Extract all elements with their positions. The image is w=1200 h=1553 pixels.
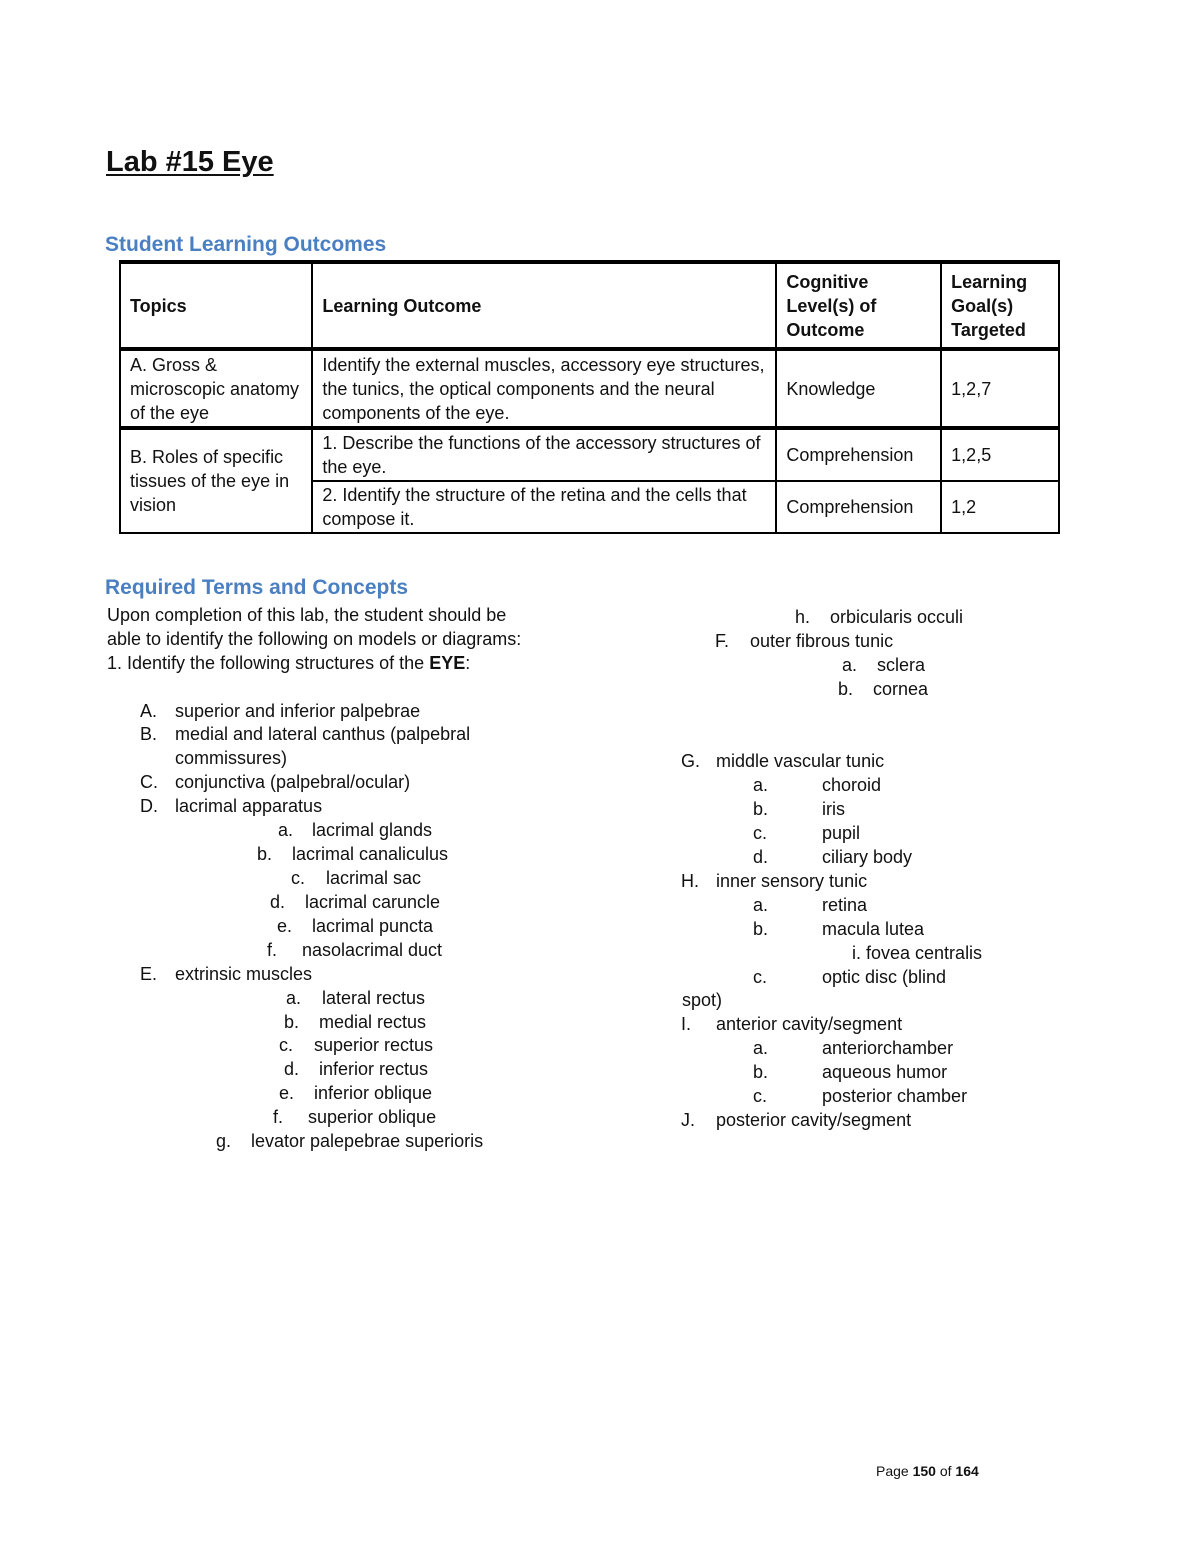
list-item — [277, 914, 433, 938]
intro-colon: : — [465, 653, 471, 673]
list-item — [852, 941, 982, 965]
list-text: levator palepebrae superioris — [251, 1131, 484, 1151]
list-text: conjunctiva (palpebral/ocular) — [175, 772, 411, 792]
list-item — [284, 1057, 428, 1081]
list-text: sclera — [877, 655, 926, 675]
list-text: middle vascular tunic — [716, 751, 885, 771]
list-text: iris — [822, 799, 845, 819]
list-text: aqueous humor — [822, 1062, 948, 1082]
page-title: Lab #15 Eye — [106, 146, 274, 178]
learning-outcomes-table — [119, 260, 1060, 534]
goals-cell: 1,2,5 — [941, 428, 1059, 481]
list-text: optic disc (blind — [822, 967, 947, 987]
list-text: inner sensory tunic — [716, 871, 868, 891]
list-text: pupil — [822, 823, 861, 843]
table-header-row — [120, 262, 1059, 349]
list-item — [682, 988, 722, 1012]
list-marker: a. — [842, 655, 858, 675]
list-text: superior and inferior palpebrae — [175, 701, 421, 721]
list-item — [267, 938, 442, 962]
list-item — [681, 869, 867, 893]
list-text: choroid — [822, 775, 882, 795]
list-item — [795, 605, 963, 629]
outcome-cell: Identify the external muscles, accessory eye structures, the tunics, the optical components and the neural components of the eye. — [312, 349, 776, 428]
list-text: anteriorchamber — [822, 1038, 954, 1058]
list-item — [753, 1036, 953, 1060]
list-marker: I. — [681, 1014, 692, 1034]
list-item — [284, 1010, 426, 1034]
list-item — [715, 629, 893, 653]
level-cell: Comprehension — [776, 481, 941, 533]
list-item — [681, 1108, 911, 1132]
intro-emphasis: EYE — [429, 653, 466, 673]
list-item — [753, 821, 860, 845]
list-marker: b. — [753, 1062, 769, 1082]
list-marker: b. — [284, 1012, 300, 1032]
list-text: spot) — [682, 990, 723, 1010]
list-text: lacrimal puncta — [312, 916, 434, 936]
list-marker: c. — [291, 868, 306, 888]
list-text: posterior cavity/segment — [716, 1110, 912, 1130]
intro-paragraph — [107, 603, 527, 675]
list-item — [140, 770, 410, 794]
list-item — [278, 818, 432, 842]
list-text: posterior chamber — [822, 1086, 968, 1106]
list-text: medial rectus — [319, 1012, 427, 1032]
list-text: superior oblique — [308, 1107, 437, 1127]
list-marker: a. — [753, 1038, 769, 1058]
footer-total-pages: 164 — [955, 1463, 979, 1479]
list-text: extrinsic muscles — [175, 964, 313, 984]
terms-heading: Required Terms and Concepts — [105, 576, 409, 599]
list-marker: F. — [715, 631, 730, 651]
list-item — [753, 773, 881, 797]
list-marker: C. — [140, 772, 158, 792]
list-item — [753, 1084, 967, 1108]
list-text: commissures) — [175, 748, 288, 768]
list-marker: g. — [216, 1131, 232, 1151]
list-item — [140, 962, 312, 986]
list-item — [279, 1033, 433, 1057]
list-marker: b. — [838, 679, 854, 699]
list-item — [753, 917, 924, 941]
list-text: outer fibrous tunic — [750, 631, 894, 651]
list-item — [681, 1012, 902, 1036]
list-marker: d. — [270, 892, 286, 912]
list-marker: h. — [795, 607, 811, 627]
list-text: orbicularis occuli — [830, 607, 964, 627]
list-item — [753, 845, 912, 869]
list-item — [842, 653, 925, 677]
list-item — [753, 797, 845, 821]
list-marker: c. — [753, 823, 768, 843]
list-marker: b. — [753, 919, 769, 939]
goals-cell: 1,2 — [941, 481, 1059, 533]
level-cell: Comprehension — [776, 428, 941, 481]
list-text: anterior cavity/segment — [716, 1014, 903, 1034]
list-marker: c. — [279, 1035, 294, 1055]
list-text: inferior rectus — [319, 1059, 429, 1079]
outcome-cell: 2. Identify the structure of the retina and the cells that compose it. — [312, 481, 776, 533]
footer-prefix: Page — [876, 1463, 909, 1479]
list-marker: E. — [140, 964, 158, 984]
list-text: lacrimal glands — [312, 820, 433, 840]
list-text: lacrimal caruncle — [305, 892, 441, 912]
goals-cell: 1,2,7 — [941, 349, 1059, 428]
footer-of: of — [939, 1463, 952, 1479]
header-topics: Topics — [120, 262, 312, 349]
list-item — [273, 1105, 436, 1129]
list-marker: d. — [753, 847, 769, 867]
list-item — [291, 866, 421, 890]
list-item — [140, 699, 420, 723]
list-marker: a. — [286, 988, 302, 1008]
list-text: cornea — [873, 679, 929, 699]
list-text: lacrimal canaliculus — [292, 844, 449, 864]
list-text: i. fovea centralis — [852, 943, 983, 963]
list-item — [286, 986, 425, 1010]
outcomes-heading: Student Learning Outcomes — [105, 233, 387, 256]
list-marker: A. — [140, 701, 158, 721]
header-learning-goals: Learning Goal(s) Targeted — [941, 262, 1059, 349]
list-marker: c. — [753, 967, 768, 987]
list-text: ciliary body — [822, 847, 913, 867]
list-marker: e. — [277, 916, 293, 936]
list-marker: a. — [753, 775, 769, 795]
list-marker: H. — [681, 871, 699, 891]
list-item — [753, 893, 867, 917]
list-text: medial and lateral canthus (palpebral — [175, 724, 471, 744]
list-item — [175, 746, 287, 770]
table-row — [120, 349, 1059, 428]
list-marker: B. — [140, 724, 158, 744]
list-marker: b. — [753, 799, 769, 819]
list-text: lateral rectus — [322, 988, 426, 1008]
footer-current-page: 150 — [912, 1463, 936, 1479]
list-text: lacrimal apparatus — [175, 796, 323, 816]
list-marker: e. — [279, 1083, 295, 1103]
topic-cell: A. Gross & microscopic anatomy of the eye — [120, 349, 312, 428]
list-marker: f. — [273, 1107, 284, 1127]
header-cognitive-level: Cognitive Level(s) of Outcome — [776, 262, 941, 349]
list-item — [753, 965, 946, 989]
list-item — [279, 1081, 432, 1105]
list-marker: f. — [267, 940, 278, 960]
list-marker: a. — [278, 820, 294, 840]
list-item — [257, 842, 448, 866]
table-row — [120, 428, 1059, 481]
page-footer — [876, 1463, 979, 1479]
list-marker: a. — [753, 895, 769, 915]
list-text: lacrimal sac — [326, 868, 422, 888]
list-marker: G. — [681, 751, 701, 771]
list-item — [140, 794, 322, 818]
level-cell: Knowledge — [776, 349, 941, 428]
topic-cell: B. Roles of specific tissues of the eye in vision — [120, 428, 312, 533]
list-marker: c. — [753, 1086, 768, 1106]
list-marker: b. — [257, 844, 273, 864]
list-text: superior rectus — [314, 1035, 434, 1055]
list-marker: D. — [140, 796, 158, 816]
list-text: retina — [822, 895, 868, 915]
list-item — [270, 890, 440, 914]
list-marker: d. — [284, 1059, 300, 1079]
list-item — [216, 1129, 483, 1153]
intro-text: Upon completion of this lab, the student should be able to identify the following on models or diagrams: 1. Identify the following structures of the — [107, 605, 522, 673]
header-learning-outcome: Learning Outcome — [312, 262, 776, 349]
list-item — [838, 677, 928, 701]
list-item — [140, 722, 470, 746]
list-text: macula lutea — [822, 919, 925, 939]
list-item — [753, 1060, 947, 1084]
outcome-cell: 1. Describe the functions of the accessory structures of the eye. — [312, 428, 776, 481]
list-item — [681, 749, 884, 773]
list-text: inferior oblique — [314, 1083, 433, 1103]
list-text: nasolacrimal duct — [302, 940, 443, 960]
list-marker: J. — [681, 1110, 696, 1130]
